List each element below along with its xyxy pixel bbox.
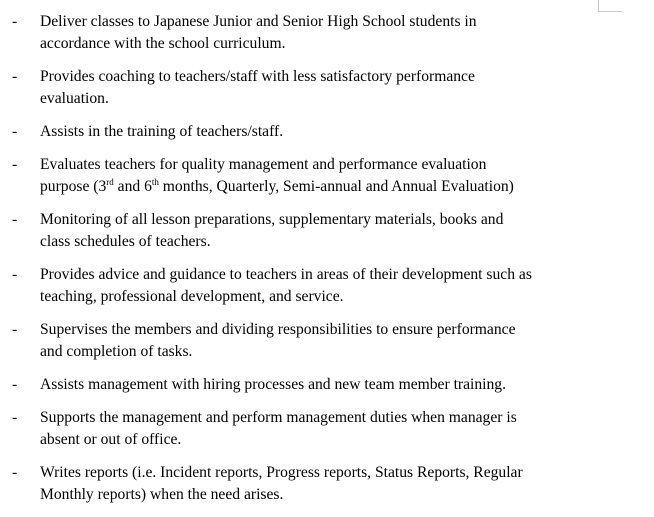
list-item-line: accordance with the school curriculum. [40, 35, 286, 52]
responsibilities-list [0, 11, 620, 517]
list-item [0, 462, 620, 506]
ordinal-suffix: rd [106, 176, 114, 187]
bullet-dash: - [12, 13, 18, 30]
bullet-dash: - [12, 68, 18, 85]
list-item-line: class schedules of teachers. [40, 233, 211, 250]
list-item-line: Supervises the members and dividing responsibilities to ensure performance [40, 321, 516, 338]
list-item [0, 154, 620, 198]
list-item-line: absent or out of office. [40, 431, 182, 448]
bullet-dash: - [12, 464, 18, 481]
bullet-dash: - [12, 409, 18, 426]
list-item-line: Assists in the training of teachers/staff. [40, 123, 284, 140]
list-item-line: Writes reports (i.e. Incident reports, Progress reports, Status Reports, Regular [40, 464, 523, 481]
list-item [0, 121, 620, 143]
text-run: and 6 [113, 178, 152, 195]
list-item-line: Provides advice and guidance to teachers in areas of their development such as [40, 266, 532, 283]
list-item [0, 209, 620, 253]
bullet-dash: - [12, 321, 18, 338]
list-item [0, 264, 620, 308]
list-item-line: teaching, professional development, and service. [40, 288, 344, 305]
list-item [0, 11, 620, 55]
bullet-dash: - [12, 266, 18, 283]
text-run: months, Quarterly, Semi-annual and Annual Evaluation) [158, 178, 514, 195]
list-item-line: Supports the management and perform management duties when manager is [40, 409, 517, 426]
list-item-line: Assists management with hiring processes and new team member training. [40, 376, 506, 393]
bullet-dash: - [12, 376, 18, 393]
list-item-line: and completion of tasks. [40, 343, 193, 360]
bullet-dash: - [12, 211, 18, 228]
text-run: purpose (3 [40, 178, 107, 195]
list-item-line: Deliver classes to Japanese Junior and Senior High School students in [40, 13, 477, 30]
ordinal-suffix: th [151, 176, 159, 187]
list-item-line: Evaluates teachers for quality management and performance evaluation [40, 156, 487, 173]
list-item-line: Monitoring of all lesson preparations, supplementary materials, books and [40, 211, 504, 228]
list-item [0, 66, 620, 110]
bullet-dash: - [12, 123, 18, 140]
list-item [0, 374, 620, 396]
bullet-dash: - [12, 156, 18, 173]
list-item [0, 407, 620, 451]
list-item [0, 319, 620, 363]
list-item-line: evaluation. [40, 90, 109, 107]
list-item-line: Monthly reports) when the need arises. [40, 486, 284, 503]
list-item-line [40, 176, 620, 198]
list-item-line: Provides coaching to teachers/staff with less satisfactory performance [40, 68, 475, 85]
